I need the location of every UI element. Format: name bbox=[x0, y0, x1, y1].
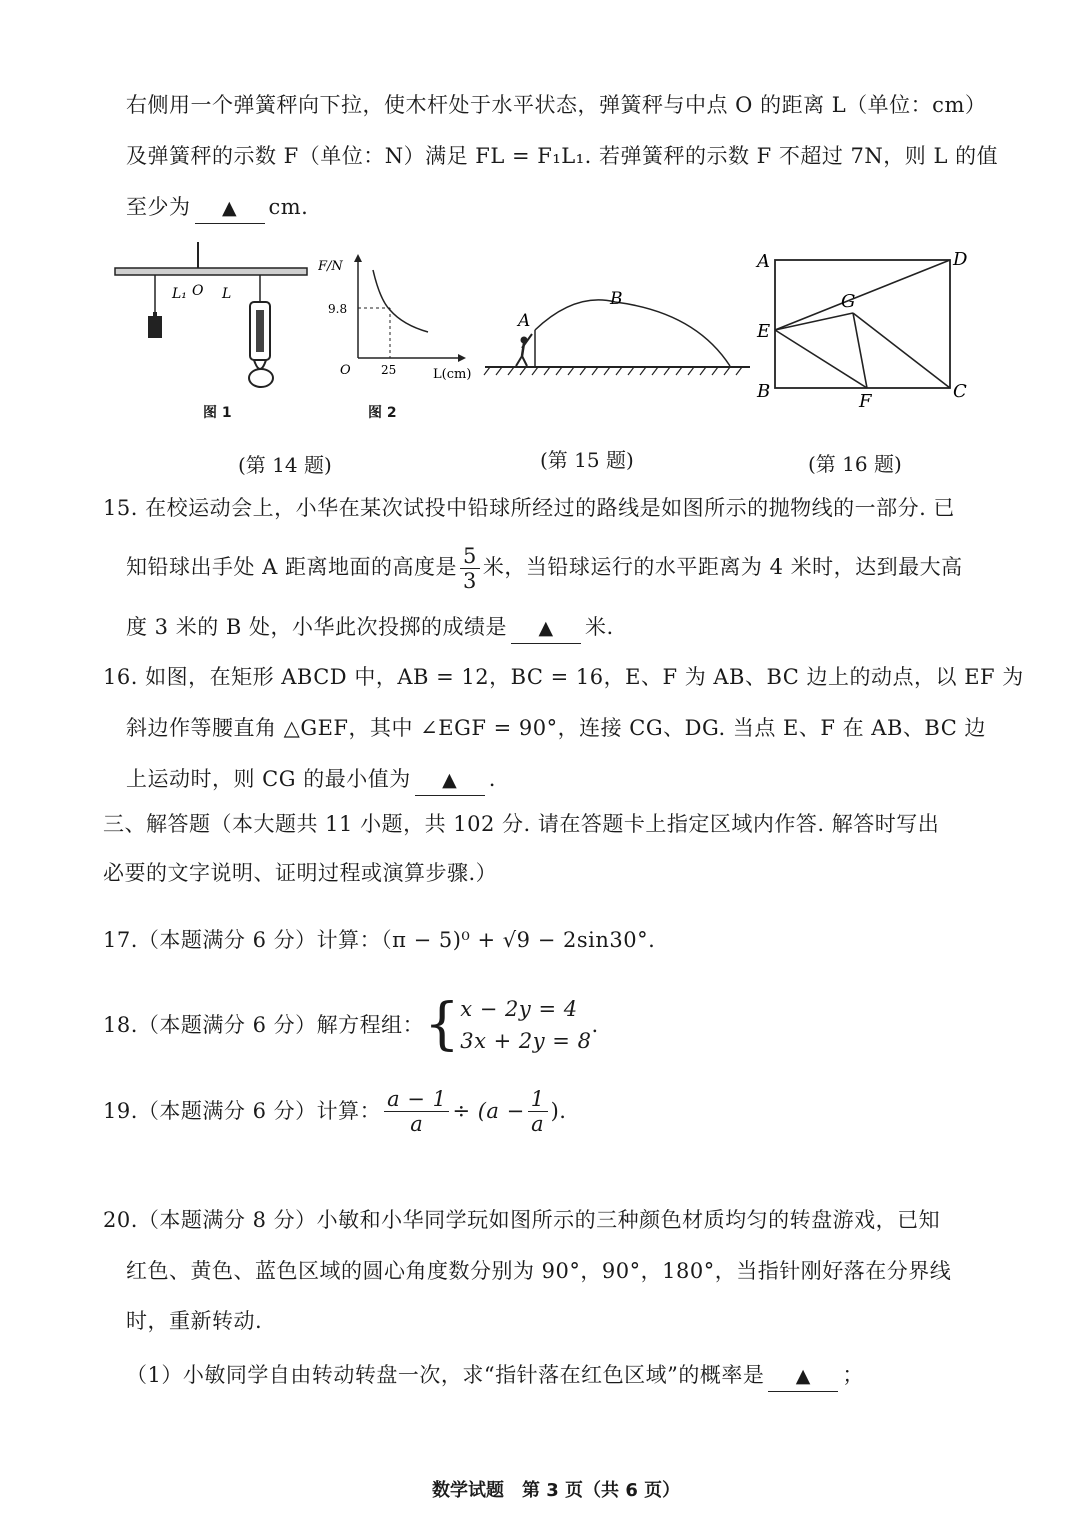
q15-line2: 知铅球出手处 A 距离地面的高度是 $\frac{5}{3}$ 米，当铅球运行的水平距离为 4 米时，达到最大高 bbox=[126, 544, 963, 593]
rect-label-f: F bbox=[859, 391, 872, 410]
rect-label-c: C bbox=[953, 381, 967, 402]
q15-line1: 15. 在校运动会上，小华在某次试投中铅球所经过的路线是如图所示的抛物线的一部分. 已 bbox=[103, 496, 955, 520]
fig2-caption: 图 2 bbox=[368, 405, 397, 421]
graph-origin: O bbox=[340, 363, 351, 378]
q20-line3: 时，重新转动. bbox=[126, 1309, 263, 1333]
q16-line2: 斜边作等腰直角 △GEF，其中 ∠EGF = 90°，连接 CG、DG. 当点 E、F 在 AB、BC 边 bbox=[126, 716, 986, 740]
q14-line3: 至少为 ▲ cm. bbox=[126, 192, 308, 224]
q16-caption: (第 16 题) bbox=[808, 452, 902, 476]
graph-y-tick: 9.8 bbox=[328, 302, 348, 316]
parabola-label-a: A bbox=[518, 311, 531, 331]
rect-label-b: B bbox=[757, 381, 771, 402]
equation-system: x − 2y = 4 3x + 2y = 8 bbox=[460, 997, 592, 1053]
answer-blank[interactable]: ▲ bbox=[415, 764, 485, 796]
answer-blank[interactable]: ▲ bbox=[195, 192, 265, 224]
q17: 17.（本题满分 6 分）计算：（π − 5)⁰ + √9 − 2sin30°. bbox=[103, 928, 656, 952]
fraction-five-thirds: $\frac{5}{3}$ bbox=[460, 544, 480, 593]
lever-label-l: L bbox=[222, 286, 232, 302]
q14-line1: 右侧用一个弹簧秤向下拉，使木杆处于水平状态，弹簧秤与中点 O 的距离 L（单位：cm） bbox=[126, 93, 987, 117]
q16-line3: 上运动时，则 CG 的最小值为 ▲ . bbox=[126, 764, 496, 796]
rect-label-e: E bbox=[757, 321, 771, 342]
fraction-1-over-a: $\frac{1}{a}$ bbox=[528, 1087, 548, 1136]
lever-label-l1: L₁ bbox=[172, 286, 187, 302]
equation-brace: { bbox=[424, 992, 461, 1057]
q14-figure2-graph bbox=[318, 250, 478, 385]
section3-heading: 三、解答题（本大题共 11 小题，共 102 分. 请在答题卡上指定区域内作答. 解答时写出 bbox=[103, 812, 940, 836]
q20-sub1: （1）小敏同学自由转动转盘一次，求“指针落在红色区域”的概率是 ▲ ； bbox=[126, 1360, 864, 1392]
section3-heading-line2: 必要的文字说明、证明过程或演算步骤.） bbox=[103, 861, 498, 885]
q14-line3-prefix: 至少为 bbox=[126, 195, 191, 219]
q20-line2: 红色、黄色、蓝色区域的圆心角度数分别为 90°，90°，180°，当指针刚好落在分界线 bbox=[126, 1259, 952, 1283]
rect-label-a: A bbox=[757, 251, 770, 272]
rect-label-g: G bbox=[841, 291, 856, 312]
q20-line1: 20.（本题满分 8 分）小敏和小华同学玩如图所示的三种颜色材质均匀的转盘游戏，已知 bbox=[103, 1208, 941, 1232]
graph-x-axis-label: L(cm) bbox=[433, 367, 472, 382]
parabola-label-b: B bbox=[610, 289, 623, 309]
q16-line1: 16. 如图，在矩形 ABCD 中，AB = 12，BC = 16，E、F 为 AB、BC 边上的动点，以 EF 为 bbox=[103, 665, 1024, 689]
q14-figure1-lever bbox=[110, 240, 315, 395]
answer-blank[interactable]: ▲ bbox=[511, 612, 581, 644]
answer-blank[interactable]: ▲ bbox=[768, 1360, 838, 1392]
q19: 19.（本题满分 6 分）计算： $\frac{a - 1}{a}$ ÷ (a − $\frac{1}{a}$ ). bbox=[103, 1086, 567, 1136]
q15-caption: (第 15 题) bbox=[540, 448, 634, 472]
lever-label-o: O bbox=[192, 283, 204, 299]
q14-caption: (第 14 题) bbox=[238, 453, 332, 477]
q18: 18.（本题满分 6 分）解方程组： { x − 2y = 4 3x + 2y = 8 . bbox=[103, 992, 599, 1057]
q16-figure-rectangle bbox=[755, 245, 980, 410]
q14-line2: 及弹簧秤的示数 F（单位：N）满足 FL = F₁L₁. 若弹簧秤的示数 F 不超过 7N，则 L 的值 bbox=[126, 144, 999, 168]
rect-label-d: D bbox=[953, 249, 968, 270]
q15-figure-parabola bbox=[480, 282, 755, 382]
fraction-a-minus-1-over-a: $\frac{a - 1}{a}$ bbox=[384, 1087, 449, 1136]
page-footer: 数学试题 第 3 页（共 6 页） bbox=[432, 1480, 681, 1501]
graph-x-tick: 25 bbox=[381, 363, 397, 377]
fig1-caption: 图 1 bbox=[203, 405, 232, 421]
q15-line3: 度 3 米的 B 处，小华此次投掷的成绩是 ▲ 米. bbox=[126, 612, 614, 644]
graph-y-axis-label: F/N bbox=[318, 259, 343, 274]
